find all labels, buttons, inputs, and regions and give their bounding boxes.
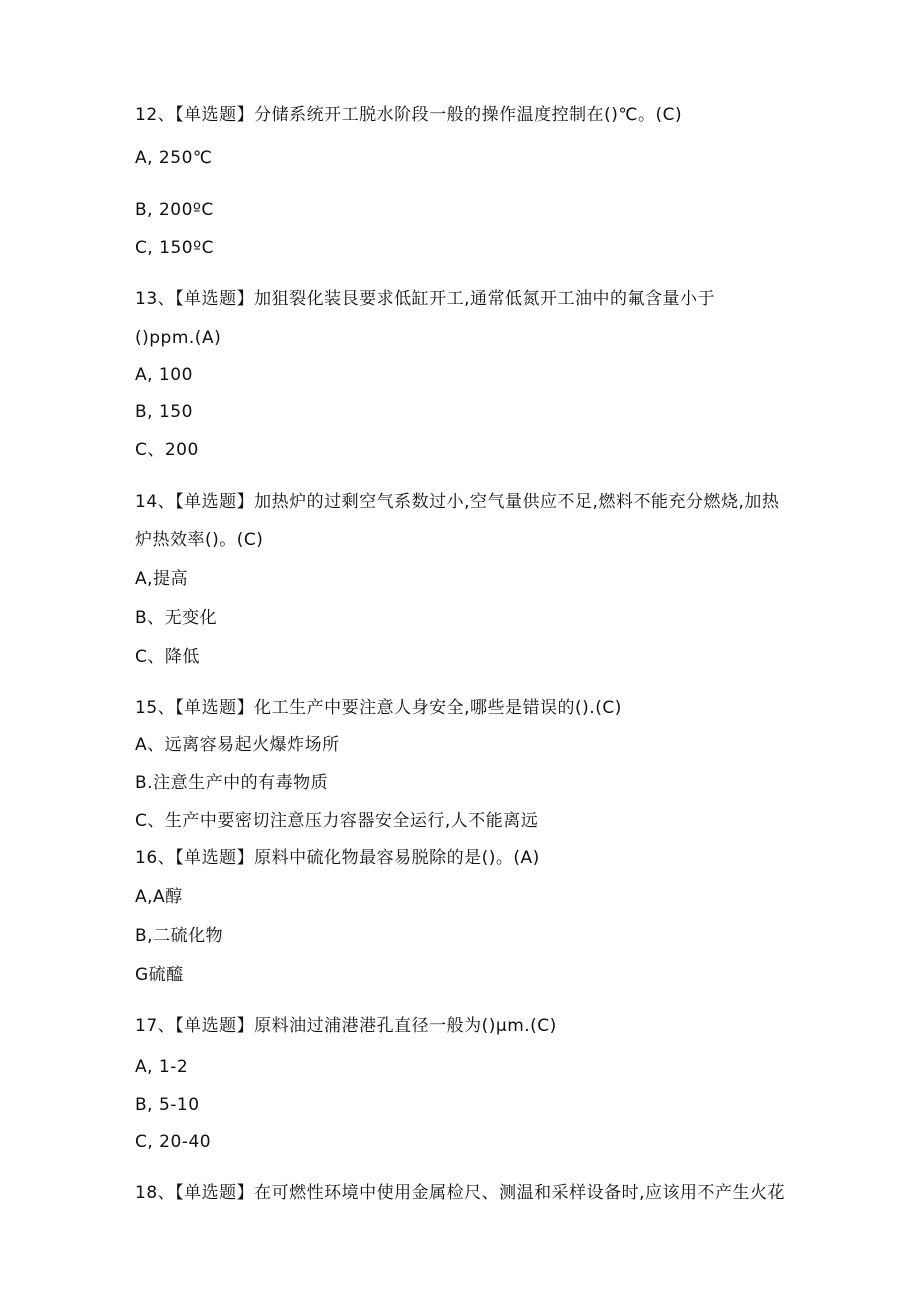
question-15-stem: 15、【单选题】化工生产中要注意人身安全,哪些是错误的().(C) (135, 698, 622, 718)
question-14-stem-line-1: 14、【单选题】加热炉的过剩空气系数过小,空气量供应不足,燃料不能充分燃烧,加热 (135, 492, 780, 512)
question-15-option-a: A、远离容易起火爆炸场所 (135, 735, 340, 755)
question-12-stem: 12、【单选题】分储系统开工脱水阶段一般的操作温度控制在()℃。(C) (135, 105, 683, 125)
question-14-option-a: A,提高 (135, 569, 189, 589)
question-13-stem-line-1: 13、【单选题】加狙裂化装艮要求低缸开工,通常低氮开工油中的氟含量小于 (135, 289, 716, 309)
question-17-option-c: C, 20-40 (135, 1132, 212, 1152)
question-12-option-c: C, 150ºC (135, 238, 215, 258)
question-17-option-b: B, 5-10 (135, 1095, 200, 1115)
question-15-option-c: C、生产中要密切注意压力容器安全运行,人不能离远 (135, 811, 539, 831)
question-13-option-c: C、200 (135, 440, 199, 460)
question-16-stem: 16、【单选题】原料中硫化物最容易脱除的是()。(A) (135, 848, 540, 868)
question-16-option-a: A,A醇 (135, 887, 183, 907)
question-14-option-b: B、无变化 (135, 608, 218, 628)
question-14-option-c: C、降低 (135, 647, 200, 667)
question-16-option-c: G硫醯 (135, 965, 184, 985)
question-16-option-b: B,二硫化物 (135, 926, 224, 946)
question-12-option-a: A, 250℃ (135, 148, 213, 168)
question-17-option-a: A, 1-2 (135, 1057, 189, 1077)
question-13-stem-line-2: ()ppm.(A) (135, 328, 222, 348)
question-18-stem: 18、【单选题】在可燃性环境中使用金属检尺、测温和采样设备时,应该用不产生火花 (135, 1183, 786, 1203)
question-13-option-b: B, 150 (135, 402, 193, 422)
question-12-option-b: B, 200ºC (135, 200, 214, 220)
question-13-option-a: A, 100 (135, 365, 193, 385)
question-15-option-b: B.注意生产中的有毒物质 (135, 773, 329, 793)
question-14-stem-line-2: 炉热效率()。(C) (135, 530, 264, 550)
question-17-stem: 17、【单选题】原料油过浦港港孔直径一般为()μm.(C) (135, 1016, 557, 1036)
